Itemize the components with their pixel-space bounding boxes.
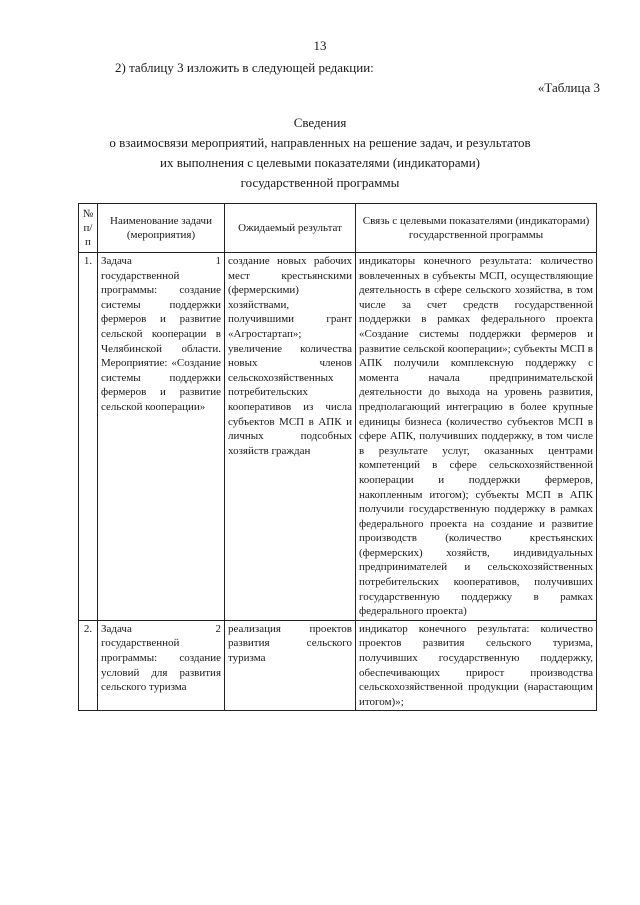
header-num: № п/п xyxy=(79,204,98,253)
table-reference: «Таблица 3 xyxy=(537,80,600,95)
table-row xyxy=(79,253,597,621)
table-heading xyxy=(60,113,580,193)
row-result: реализация проектов развития сельского туризма xyxy=(225,620,356,711)
row-num: 1. xyxy=(79,253,98,621)
row-link: индикатор конечного результата: количество проектов развития сельского туризма, получивших государственную поддержку, обеспечивающих прирост производства сельскохозяйственной продукции (нарастающим итогом)»; xyxy=(356,620,597,711)
row-name: Задача 2 государственной программы: создание условий для развития сельского туризма xyxy=(98,620,225,711)
page-number: 13 xyxy=(313,38,327,53)
intro-text: 2) таблицу 3 изложить в следующей редакции: xyxy=(115,60,374,75)
header-result: Ожидаемый результат xyxy=(225,204,356,253)
table-row xyxy=(79,620,597,711)
heading-line-4: государственной программы xyxy=(240,175,400,190)
measures-table xyxy=(78,203,597,711)
row-link: индикаторы конечного результата: количество вовлеченных в субъекты МСП, осуществляющие деятельность в сфере сельского хозяйства, в том числе за счет средств государственной поддержки в рамках федерального проекта «Создание системы поддержки фермеров и развитие сельской кооперации»; субъекты МСП в АПК получили комплексную поддержку с момента начала предпринимательской деятельности до выхода на уровень развития, предполагающий интеграцию в более крупные единицы бизнеса (количество субъектов МСП в сфере АПК, получивших поддержку, в том числе в результате услуг, оказанных центрами компетенций в сфере сельскохозяйственной кооперации и поддержки фермеров, накопленным итогом); субъекты МСП в АПК получили государственную поддержку в рамках федерального проекта на создание и развитие производств (количество крестьянских (фермерских) хозяйств, индивидуальных предпринимателей и сельскохозяйственных потребительских кооперативов, получивших государственную поддержку в рамках федерального проекта) xyxy=(356,253,597,621)
table-header-row xyxy=(79,204,597,253)
header-link: Связь с целевыми показателями (индикаторами) государственной программы xyxy=(356,204,597,253)
row-num: 2. xyxy=(79,620,98,711)
heading-line-1: Сведения xyxy=(293,115,347,130)
heading-line-3: их выполнения с целевыми показателями (индикаторами) xyxy=(160,155,480,170)
row-name: Задача 1 государственной программы: создание системы поддержки фермеров и развитие сельской кооперации в Челябинской области. Мероприятие: «Создание системы поддержки фермеров и развитие сельской кооперации» xyxy=(98,253,225,621)
header-name: Наименование задачи (мероприятия) xyxy=(98,204,225,253)
heading-line-2: о взаимосвязи мероприятий, направленных на решение задач, и результатов xyxy=(109,135,531,150)
row-result: создание новых рабочих мест крестьянскими (фермерскими) хозяйствами, получившими грант «Агростартап»; увеличение количества новых членов сельскохозяйственных потребительских кооперативов из числа субъектов МСП в АПК и личных подсобных хозяйств граждан xyxy=(225,253,356,621)
